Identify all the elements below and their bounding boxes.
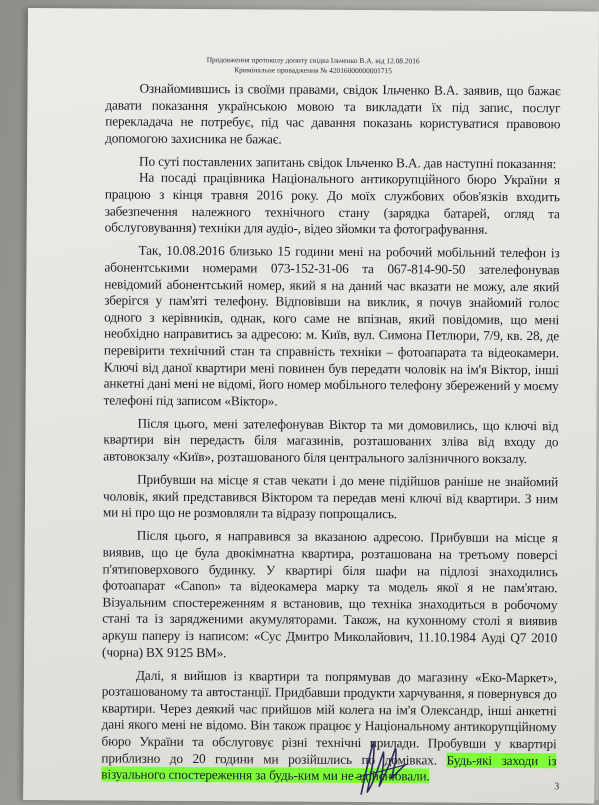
paragraph-meeting: Прибувши на місце я став чекати і до мене підійшов раніше не знайомий чоловік, який представився Віктором та передав мені ключі від квартири. З ним ми ні про що не розмовляли та відразу попрощались. <box>102 471 559 522</box>
paragraph-store-visit-text: Далі, я вийшов із квартири та попрямував до магазину «Еко-Маркет», розташованому та автостанції. Придбавши продукти харчування, я повернувся до квартири. Через деякий час прийшов мій колега на ім'я Олександр, інші анкетні дані якого мені не відомо. Він також працює у Національному антикорупційному бюро України та обслуговує різні технічні прилади. Пробувши у квартирі приблизно до 20 години ми розійшлись по домівках. <box>101 667 557 768</box>
paragraph-keys-arrangement: Після цього, мені зателефонував Віктор та ми домовились, що ключі від квартири він передасть біля магазинів, розташованих зліва від входу до автовокзалу «Київ», розташованого біля центрального залізничного вокзалу. <box>103 415 559 467</box>
document-page <box>23 8 599 803</box>
paragraph-store-visit <box>101 667 557 786</box>
header-line-2: Кримінальне провадження № 42016000000001715 <box>234 65 392 76</box>
protocol-body <box>101 80 560 792</box>
protocol-header <box>28 54 599 77</box>
paragraph-rights: Ознайомившись із своїми правами, свідок Ільченко В.А. заявив, що бажає давати показання українською мовою та викладати їх під запис, послуг перекладача не потребує, під час давання показань користуватися правовою допомогою захисника не бажає. <box>105 80 561 147</box>
page-number: 3 <box>554 781 560 793</box>
signature <box>351 734 411 804</box>
paragraph-intro: По суті поставлених запитань свідок Ільченко В.А. дав наступні показання: <box>139 153 557 172</box>
paragraph-phone-call: Так, 10.08.2016 близько 15 години мені на робочий мобільний телефон із абонентськими номерами 073-152-31-06 та 067-814-90-50 зателефонував невідомий абонентський номер, який я на даний час вказати не можу, але який зберігся у пам'яті телефону. Відповівши на виклик, я почув знайомий голос одного з керівників, однак, кого саме не впізнав, який повідомив, що мені необхідно направитись за адресою: м. Київ, вул. Симона Петлюри, 7/9, кв. 28, де перевірити технічний стан та справність техніки – фотоапарата та відеокамери. Ключі від даної квартири мені повинен був передати чоловік на ім'я Віктор, інші анкетні дані мені не відомі, його номер мобільного телефону збережений у моєму телефоні під записом «Віктор». <box>103 243 560 409</box>
paragraph-position: На посаді працівника Національного антикорупційного бюро України я працюю з кінця травня 2016 року. До моїх службових обов'язків входить забезпечення належного технічного стану (зарядка батарей, огляд та обслуговування) техніки для аудіо-, відео зйомки та фотографування. <box>104 170 561 238</box>
paragraph-apartment: Після цього, я направився за вказаною адресою. Прибувши на місце я виявив, що це була двокімнатна квартира, розташована на третьому поверсі п'ятиповерхового будинку. У квартирі біля шафи на підлозі знаходились фотоапарат «Canon» та відеокамера марку та модель якої я не пам'ятаю. Візуальним спостереженням я встановив, що техніка знаходиться в робочому стані та із зарядженими акумуляторами. Також, на кухонному столі я виявив аркуш паперу із написом: «Сус Дмитро Миколайович, 11.10.1984 Ауді Q7 2010 (чорна) ВХ 9125 ВМ». <box>102 528 558 660</box>
highlighted-sentence: Будь-які заходи із візуального спостереження за будь-ким ми не здійснювали. <box>101 752 557 784</box>
header-line-1: Продовження протоколу допиту свідка Ільченко В.А. від 12.08.2016 <box>206 55 420 66</box>
